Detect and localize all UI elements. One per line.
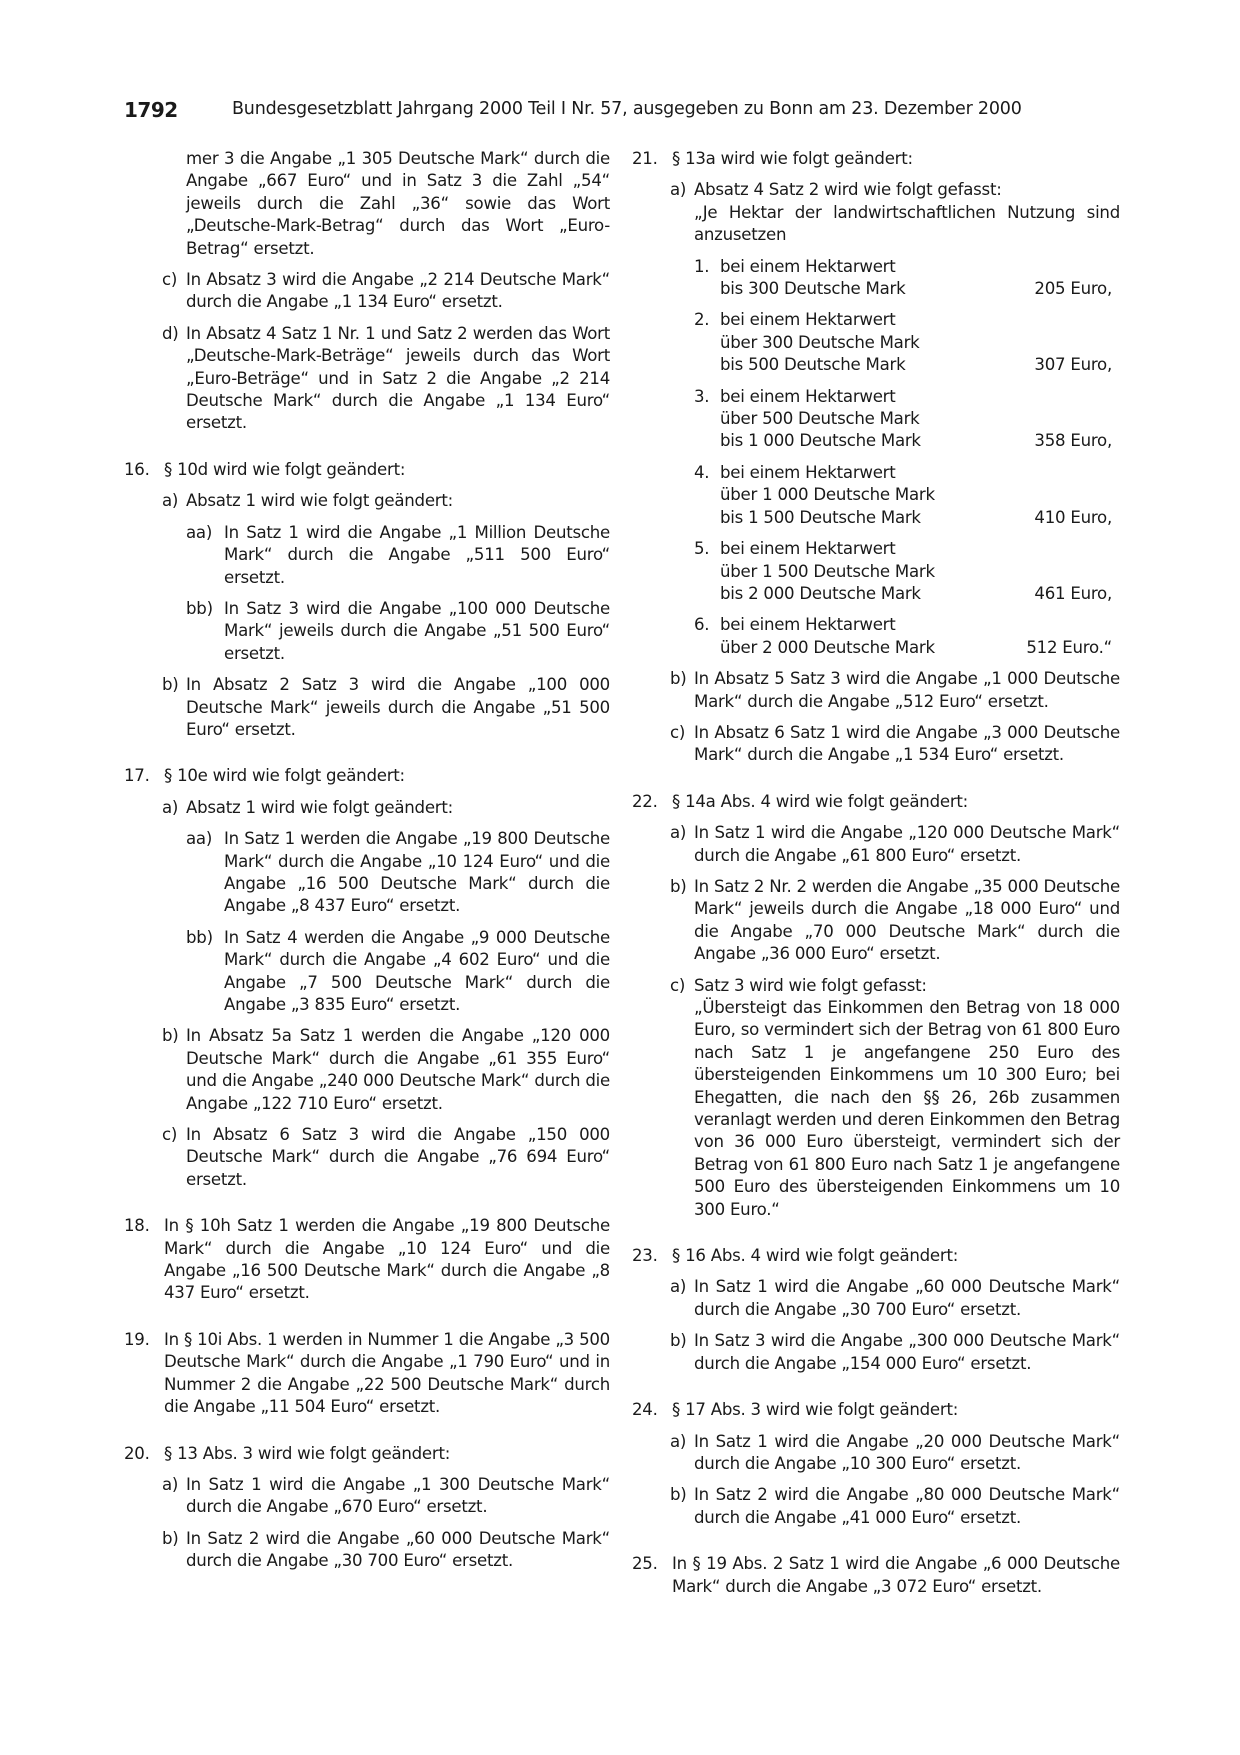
item-text: In Satz 3 wird die Angabe „300 000 Deutsche Mark“ durch die Angabe „154 000 Euro“ ersetzt. — [694, 1331, 1120, 1373]
item-22b — [632, 876, 1120, 966]
row-value: 461 Euro, — [1034, 583, 1112, 603]
item-text: § 13a wird wie folgt geändert: — [672, 149, 913, 168]
item-label: bb) — [186, 927, 213, 947]
item-text: Absatz 1 wird wie folgt geändert: — [186, 491, 453, 511]
item-text: In Absatz 3 wird die Angabe „2 214 Deutsche Mark“ durch die Angabe „1 134 Euro“ ersetzt. — [186, 270, 610, 312]
item-text: § 10d wird wie folgt geändert: — [164, 459, 406, 479]
item-text: Absatz 4 Satz 2 wird wie folgt gefasst: — [694, 180, 1002, 200]
table-row — [694, 614, 1120, 659]
item-label: 17. — [124, 766, 150, 786]
table-row — [694, 538, 1120, 605]
item-17aa — [124, 828, 610, 918]
item-text: In Absatz 2 Satz 3 wird die Angabe „100 000 Deutsche Mark“ jeweils durch die Angabe „51 500 Euro“ ersetzt. — [186, 675, 610, 739]
item-text: § 17 Abs. 3 wird wie folgt geändert: — [672, 1400, 959, 1420]
item-label: a) — [162, 491, 179, 511]
left-column — [124, 148, 610, 1573]
item-label: c) — [670, 722, 686, 742]
item-text: In Satz 2 wird die Angabe „60 000 Deutsche Mark“ durch die Angabe „30 700 Euro“ ersetzt. — [186, 1528, 610, 1571]
item-text: In Absatz 6 Satz 1 wird die Angabe „3 000 Deutsche Mark“ durch die Angabe „1 534 Euro“ ersetzt. — [694, 722, 1120, 765]
item-18 — [124, 1215, 610, 1305]
item-text: In Satz 1 wird die Angabe „120 000 Deutsche Mark“ durch die Angabe „61 800 Euro“ ersetzt. — [694, 823, 1120, 865]
item-23b — [632, 1330, 1120, 1375]
row-line: bis 2 000 Deutsche Mark — [720, 583, 921, 603]
row-line: bei einem Hektarwert — [720, 256, 896, 276]
item-text: In Absatz 4 Satz 1 Nr. 1 und Satz 2 werden das Wort „Deutsche-Mark-Beträge“ jeweils durch das Wort „Euro-Beträge“ und in Satz 2 die Angabe „2 214 Deutsche Mark“ durch die Angabe „1 134 Euro“ ersetzt. — [186, 323, 610, 433]
row-line: über 1 500 Deutsche Mark — [720, 561, 935, 581]
item-label: bb) — [186, 598, 213, 618]
item-text: § 16 Abs. 4 wird wie folgt geändert: — [672, 1246, 959, 1266]
row-line: über 500 Deutsche Mark — [720, 409, 920, 429]
row-value: 358 Euro, — [1034, 431, 1112, 451]
row-number: 3. — [694, 386, 710, 406]
item-text: § 10e wird wie folgt geändert: — [164, 766, 405, 786]
item-22a — [632, 822, 1120, 867]
item-label: 25. — [632, 1554, 658, 1574]
item-text: In Satz 2 Nr. 2 werden die Angabe „35 000 Deutsche Mark“ jeweils durch die Angabe „18 000 Euro“ und die Angabe „70 000 Deutsche Mark“ durch die Angabe „36 000 Euro“ ersetzt. — [694, 876, 1120, 964]
item-text: Satz 3 wird wie folgt gefasst: — [694, 975, 927, 995]
row-line: bei einem Hektarwert — [720, 615, 896, 635]
item-16b — [124, 674, 610, 741]
item-text: In Satz 1 werden die Angabe „19 800 Deutsche Mark“ durch die Angabe „10 124 Euro“ und die Angabe „16 500 Deutsche Mark“ durch die Angabe „8 437 Euro“ ersetzt. — [224, 829, 610, 916]
item-label: a) — [162, 1474, 179, 1494]
item-label: a) — [670, 823, 687, 843]
row-line: bei einem Hektarwert — [720, 539, 896, 559]
item-24 — [632, 1399, 1120, 1421]
item-text: § 14a Abs. 4 wird wie folgt geändert: — [672, 791, 968, 811]
row-value: 512 Euro.“ — [1026, 637, 1112, 657]
item-17 — [124, 765, 610, 787]
item-22 — [632, 791, 1120, 813]
item-label: 21. — [632, 149, 658, 168]
item-16aa — [124, 522, 610, 589]
item-21c — [632, 722, 1120, 767]
row-number: 6. — [694, 615, 710, 635]
table-row — [694, 309, 1120, 376]
item-label: c) — [162, 270, 178, 290]
item-text: § 13 Abs. 3 wird wie folgt geändert: — [164, 1443, 451, 1463]
item-23 — [632, 1245, 1120, 1267]
item-text: In Absatz 6 Satz 3 wird die Angabe „150 000 Deutsche Mark“ durch die Angabe „76 694 Euro“ ersetzt. — [186, 1125, 610, 1189]
row-line: bis 500 Deutsche Mark — [720, 355, 906, 375]
item-15d — [124, 323, 610, 435]
item-label: b) — [162, 1528, 179, 1548]
item-19 — [124, 1329, 610, 1419]
item-label: a) — [670, 1431, 687, 1451]
page-header — [124, 98, 1124, 128]
row-line: bis 300 Deutsche Mark — [720, 279, 906, 299]
item-text: In Satz 1 wird die Angabe „60 000 Deutsche Mark“ durch die Angabe „30 700 Euro“ ersetzt. — [694, 1277, 1120, 1319]
right-column — [632, 148, 1120, 1598]
hectare-table — [694, 256, 1120, 660]
item-label: b) — [670, 1331, 687, 1351]
item-16 — [124, 459, 610, 481]
item-21 — [632, 148, 1120, 170]
table-row — [694, 386, 1120, 453]
table-row — [694, 462, 1120, 529]
item-label: b) — [670, 876, 687, 896]
row-line: über 1 000 Deutsche Mark — [720, 485, 935, 505]
item-label: b) — [670, 669, 687, 689]
row-number: 2. — [694, 310, 710, 330]
row-line: bei einem Hektarwert — [720, 310, 896, 330]
row-line: über 2 000 Deutsche Mark — [720, 637, 935, 657]
row-value: 307 Euro, — [1034, 355, 1112, 375]
item-label: 23. — [632, 1246, 658, 1266]
item-label: 16. — [124, 459, 150, 479]
item-20b — [124, 1528, 610, 1573]
table-row — [694, 256, 1120, 301]
quote-text: „Je Hektar der landwirtschaftlichen Nutzung sind anzusetzen — [694, 202, 1120, 245]
item-text: In Satz 2 wird die Angabe „80 000 Deutsche Mark“ durch die Angabe „41 000 Euro“ ersetzt. — [694, 1485, 1120, 1527]
quote-text: „Übersteigt das Einkommen den Betrag von 18 000 Euro, so vermindert sich der Betrag von 61 800 Euro nach Satz 1 je angefangene 250 Euro des übersteigenden Einkommens um 10 300 Euro; bei Ehegatten, die nach den §§ 26, 26b zusammen veranlagt werden und deren Einkommen den Betrag von 36 000 Euro übersteigt, vermindert sich der Betrag von 61 800 Euro nach Satz 1 je angefangene 500 Euro des übersteigenden Einkommens um 10 300 Euro.“ — [694, 998, 1120, 1219]
item-17c — [124, 1124, 610, 1191]
item-label: 24. — [632, 1400, 658, 1420]
item-text: In Satz 1 wird die Angabe „1 300 Deutsche Mark“ durch die Angabe „670 Euro“ ersetzt. — [186, 1474, 610, 1517]
item-label: c) — [162, 1125, 178, 1145]
item-20a — [124, 1474, 610, 1519]
item-text: In Satz 1 wird die Angabe „1 Million Deutsche Mark“ durch die Angabe „511 500 Euro“ ersetzt. — [224, 522, 610, 587]
item-17a — [124, 797, 610, 819]
item-label: d) — [162, 323, 179, 343]
item-17bb — [124, 927, 610, 1017]
item-24b — [632, 1484, 1120, 1529]
item-label: a) — [162, 797, 179, 817]
item-17b — [124, 1025, 610, 1115]
item-label: 22. — [632, 791, 658, 811]
continued-paragraph: mer 3 die Angabe „1 305 Deutsche Mark“ durch die Angabe „667 Euro“ und in Satz 3 die Zahl „54“ jeweils durch die Zahl „36“ sowie das Wort „Deutsche-Mark-Betrag“ durch das Wort „Euro-Betrag“ ersetzt. — [186, 149, 610, 258]
row-line: bis 1 500 Deutsche Mark — [720, 507, 921, 527]
header-title: Bundesgesetzblatt Jahrgang 2000 Teil I Nr. 57, ausgegeben zu Bonn am 23. Dezember 2000 — [232, 99, 1022, 119]
item-text: In Absatz 5a Satz 1 werden die Angabe „120 000 Deutsche Mark“ durch die Angabe „61 355 Euro“ und die Angabe „240 000 Deutsche Mark“ durch die Angabe „122 710 Euro“ ersetzt. — [186, 1026, 610, 1113]
item-text: In Absatz 5 Satz 3 wird die Angabe „1 000 Deutsche Mark“ durch die Angabe „512 Euro“ ersetzt. — [694, 669, 1120, 711]
row-line: über 300 Deutsche Mark — [720, 332, 920, 352]
item-label: b) — [162, 675, 179, 695]
item-22c — [632, 975, 1120, 997]
page-number: 1792 — [124, 98, 178, 122]
item-label: 20. — [124, 1443, 150, 1463]
item-label: a) — [670, 1277, 687, 1297]
item-text: In § 19 Abs. 2 Satz 1 wird die Angabe „6 000 Deutsche Mark“ durch die Angabe „3 072 Euro“ ersetzt. — [672, 1554, 1120, 1596]
item-25 — [632, 1553, 1120, 1598]
item-20 — [124, 1443, 610, 1465]
item-16bb — [124, 598, 610, 665]
item-21b — [632, 668, 1120, 713]
item-15c — [124, 269, 610, 314]
item-label: c) — [670, 975, 686, 995]
item-16a — [124, 490, 610, 512]
item-label: 19. — [124, 1329, 150, 1349]
row-value: 410 Euro, — [1034, 507, 1112, 527]
row-number: 5. — [694, 539, 710, 559]
item-text: In Satz 4 werden die Angabe „9 000 Deutsche Mark“ durch die Angabe „4 602 Euro“ und die Angabe „7 500 Deutsche Mark“ durch die Angabe „3 835 Euro“ ersetzt. — [224, 927, 610, 1014]
item-label: a) — [670, 180, 687, 200]
item-text: In § 10i Abs. 1 werden in Nummer 1 die Angabe „3 500 Deutsche Mark“ durch die Angabe „1 790 Euro“ und in Nummer 2 die Angabe „22 500 Deutsche Mark“ durch die Angabe „11 504 Euro“ ersetzt. — [164, 1329, 610, 1417]
item-21a — [632, 179, 1120, 201]
item-text: In § 10h Satz 1 werden die Angabe „19 800 Deutsche Mark“ durch die Angabe „10 124 Euro“ und die Angabe „16 500 Deutsche Mark“ durch die Angabe „8 437 Euro“ ersetzt. — [164, 1216, 610, 1303]
item-text: In Satz 3 wird die Angabe „100 000 Deutsche Mark“ jeweils durch die Angabe „51 500 Euro“ ersetzt. — [224, 598, 610, 663]
row-number: 4. — [694, 462, 710, 482]
row-line: bei einem Hektarwert — [720, 386, 896, 406]
item-text: Absatz 1 wird wie folgt geändert: — [186, 797, 453, 817]
item-label: 18. — [124, 1216, 150, 1236]
item-label: aa) — [186, 522, 213, 542]
item-label: b) — [162, 1026, 179, 1046]
item-label: aa) — [186, 829, 213, 849]
item-text: In Satz 1 wird die Angabe „20 000 Deutsche Mark“ durch die Angabe „10 300 Euro“ ersetzt. — [694, 1431, 1120, 1473]
item-label: b) — [670, 1485, 687, 1505]
item-23a — [632, 1276, 1120, 1321]
row-number: 1. — [694, 256, 710, 276]
item-24a — [632, 1431, 1120, 1476]
row-value: 205 Euro, — [1034, 279, 1112, 299]
row-line: bei einem Hektarwert — [720, 462, 896, 482]
row-line: bis 1 000 Deutsche Mark — [720, 431, 921, 451]
